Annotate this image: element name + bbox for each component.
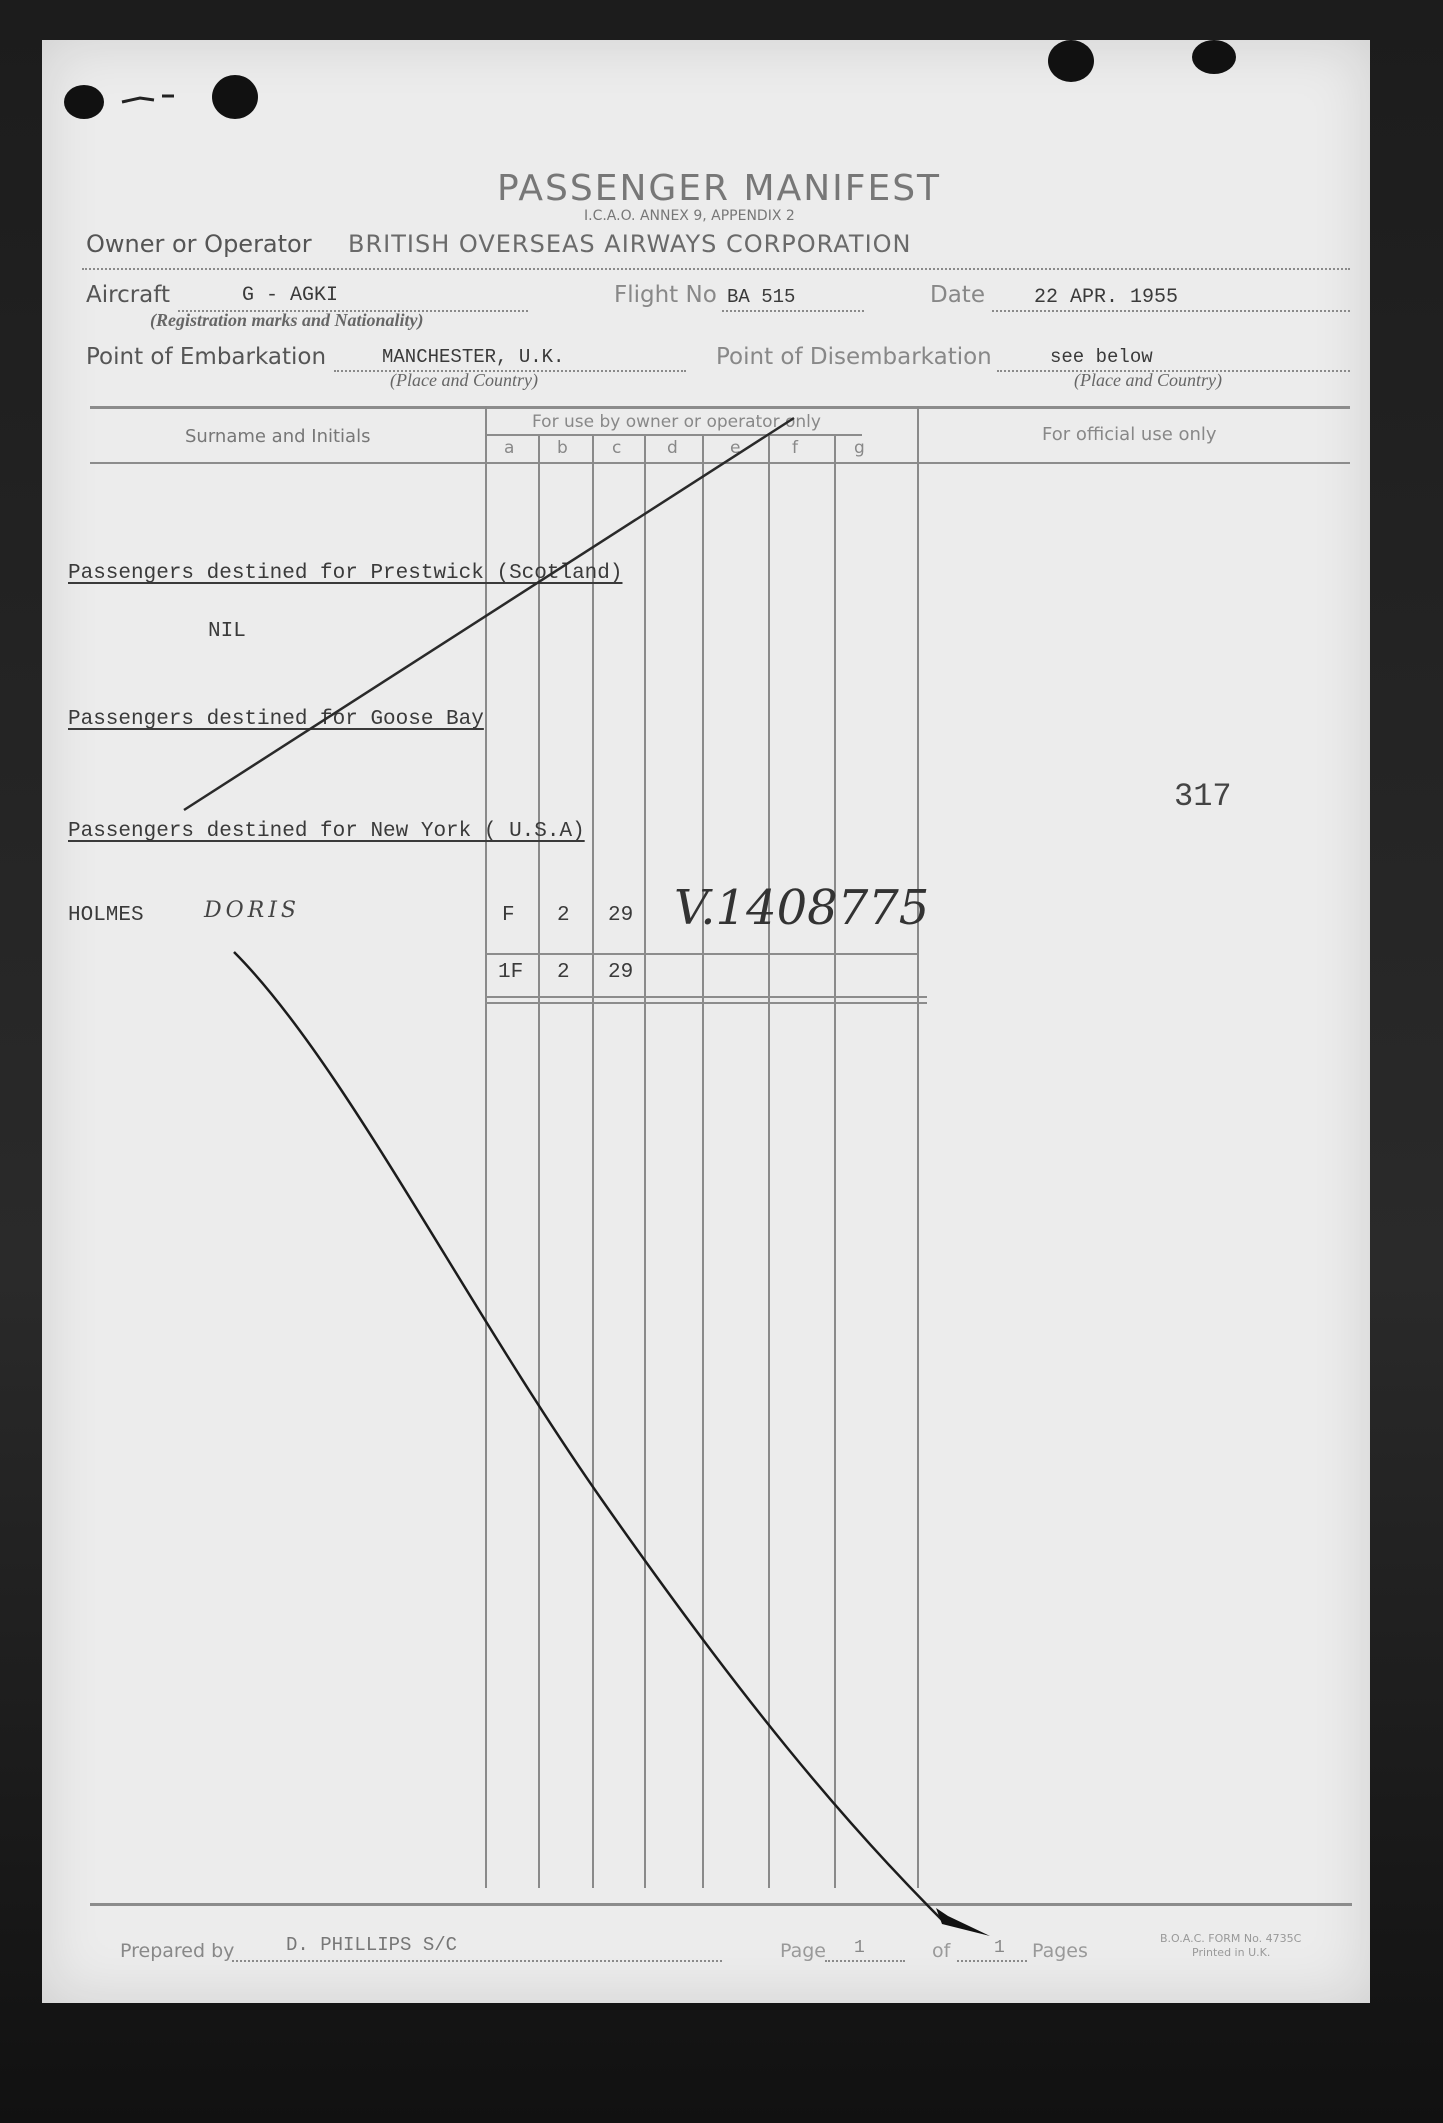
section-new-york: Passengers destined for New York ( U.S.A) xyxy=(68,820,585,843)
page-label: Page xyxy=(780,1940,826,1962)
col-header-a: a xyxy=(504,438,515,458)
page-title: PASSENGER MANIFEST xyxy=(497,168,942,209)
disembarkation-label: Point of Disembarkation xyxy=(716,344,992,370)
disembarkation-note: (Place and Country) xyxy=(1074,370,1222,390)
strike-line-upper xyxy=(184,418,794,810)
handwritten-strike-lines xyxy=(42,40,1370,2003)
owner-use-header: For use by owner or operator only xyxy=(532,412,821,432)
prepared-label: Prepared by xyxy=(120,1940,235,1962)
col-header-f: f xyxy=(792,438,798,458)
section-prestwick: Passengers destined for Prestwick (Scotland) xyxy=(68,562,623,585)
col-header-d: d xyxy=(667,438,678,458)
page-subtitle: I.C.A.O. ANNEX 9, APPENDIX 2 xyxy=(584,208,795,224)
total-pages: 1 xyxy=(994,1938,1005,1958)
embarkation-note: (Place and Country) xyxy=(390,370,538,390)
date-value: 22 APR. 1955 xyxy=(1034,286,1179,309)
pages-label: Pages xyxy=(1032,1940,1088,1962)
aircraft-value: G - AGKI xyxy=(242,284,339,307)
disembarkation-value: see below xyxy=(1050,346,1153,368)
of-label: of xyxy=(932,1940,951,1962)
totals-col-c: 29 xyxy=(608,961,634,984)
form-ref-line1: B.O.A.C. FORM No. 4735C xyxy=(1160,1932,1302,1945)
col-header-b: b xyxy=(557,438,568,458)
passenger-col-a: F xyxy=(502,904,515,927)
totals-col-a: 1F xyxy=(498,961,524,984)
official-number: 317 xyxy=(1174,778,1232,815)
embarkation-value: MANCHESTER, U.K. xyxy=(382,346,565,368)
flight-no-value: BA 515 xyxy=(727,286,796,308)
col-header-g: g xyxy=(854,438,865,458)
passenger-col-c: 29 xyxy=(608,904,634,927)
passenger-col-b: 2 xyxy=(557,904,570,927)
embarkation-label: Point of Embarkation xyxy=(86,344,327,370)
corner-ink-mark xyxy=(122,96,174,102)
passenger-visa-note: V.1408775 xyxy=(674,880,930,936)
col-header-e: e xyxy=(730,438,741,458)
passenger-first-name: DORIS xyxy=(204,898,301,923)
strike-line-end-blot xyxy=(936,1908,990,1936)
owner-label: Owner or Operator xyxy=(86,230,312,258)
official-use-header: For official use only xyxy=(1042,424,1217,445)
passenger-surname: HOLMES xyxy=(68,904,144,927)
form-ref-line2: Printed in U.K. xyxy=(1192,1946,1271,1959)
section-goose-bay: Passengers destined for Goose Bay xyxy=(68,708,484,731)
date-label: Date xyxy=(930,282,985,308)
totals-col-b: 2 xyxy=(557,961,570,984)
prestwick-entry: NIL xyxy=(208,620,246,643)
aircraft-label: Aircraft xyxy=(86,282,170,308)
manifest-sheet xyxy=(42,40,1370,2003)
strike-line-lower xyxy=(234,952,942,1920)
surname-header: Surname and Initials xyxy=(185,426,371,447)
owner-value: BRITISH OVERSEAS AIRWAYS CORPORATION xyxy=(348,230,912,258)
flight-no-label: Flight No xyxy=(614,282,717,308)
page-value: 1 xyxy=(854,1938,865,1958)
col-header-c: c xyxy=(612,438,622,458)
aircraft-note: (Registration marks and Nationality) xyxy=(150,310,424,330)
prepared-value: D. PHILLIPS S/C xyxy=(286,1934,458,1956)
